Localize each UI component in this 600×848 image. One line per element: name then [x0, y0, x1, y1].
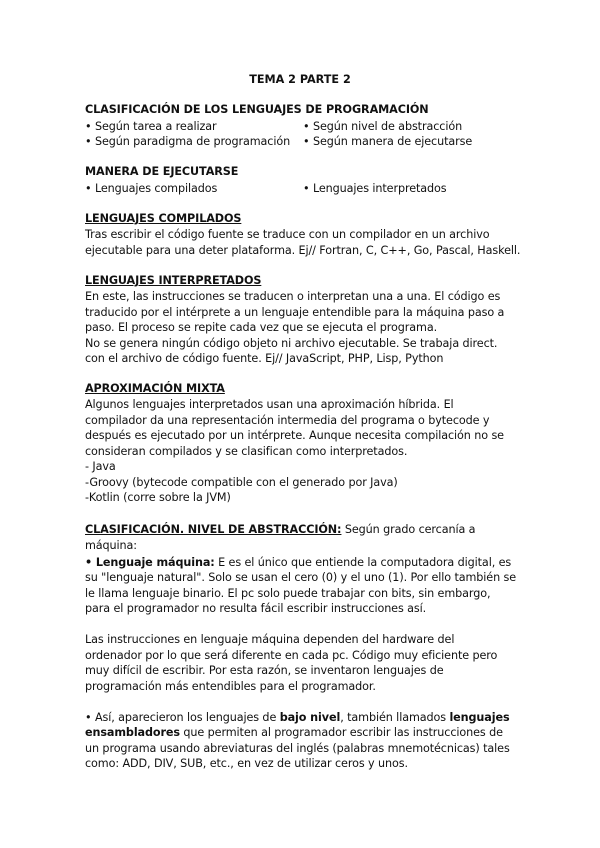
list-item: • Lenguajes compilados [85, 182, 218, 195]
paragraph-line: máquina: [85, 539, 137, 552]
paragraph-line: paso. El proceso se repite cada vez que se ejecuta el programa. [85, 321, 438, 334]
paragraph-line: con el archivo de código fuente. Ej// JavaScript, PHP, Lisp, Python [85, 352, 444, 365]
text-run: , también llamados [340, 711, 450, 724]
list-item: • Según paradigma de programación [85, 135, 291, 148]
paragraph-line: su "lenguaje natural". Solo se usan el cero (0) y el uno (1). Por ello también se [85, 571, 517, 584]
paragraph-line: para el programador no resulta fácil escribir instrucciones así. [85, 602, 427, 615]
section-heading-clasificacion: CLASIFICACIÓN DE LOS LENGUAJES DE PROGRAMACIÓN [85, 103, 429, 116]
lenguaje-maquina-text: E es el único que entiende la computadora digital, es [214, 556, 512, 569]
paragraph-line: No se genera ningún código objeto ni archivo ejecutable. Se trabaja direct. [85, 337, 498, 350]
paragraph-line: Tras escribir el código fuente se traduce con un compilador en un archivo [85, 228, 490, 241]
paragraph-line: Algunos lenguajes interpretados usan una aproximación híbrida. El [85, 398, 454, 411]
section-heading-mixta: APROXIMACIÓN MIXTA [85, 382, 225, 395]
heading-rest: Según grado cercanía a [341, 523, 476, 536]
section-heading-abstraccion: CLASIFICACIÓN. NIVEL DE ABSTRACCIÓN: [85, 523, 342, 536]
text-run: que permiten al programador escribir las instrucciones de [179, 726, 503, 739]
section-heading-interpretados: LENGUAJES INTERPRETADOS [85, 274, 262, 287]
list-item: - Java [85, 460, 116, 473]
paragraph-line: un programa usando abreviaturas del inglés (palabras mnemotécnicas) tales [85, 742, 510, 755]
paragraph-line: programación más entendibles para el programador. [85, 680, 376, 693]
bold-term-ensambladores: ensambladores [85, 726, 180, 739]
paragraph-line [85, 555, 511, 570]
paragraph-line: traducido por el intérprete a un lenguaje entendible para la máquina paso a [85, 306, 505, 319]
paragraph-line: ejecutable para una deter plataforma. Ej// Fortran, C, C++, Go, Pascal, Haskell. [85, 244, 521, 257]
paragraph-line: compilador da una representación intermedia del programa o bytecode y [85, 414, 490, 427]
paragraph-line: En este, las instrucciones se traducen o interpretan una a una. El código es [85, 290, 501, 303]
list-item: -Kotlin (corre sobre la JVM) [85, 491, 231, 504]
paragraph-line: le llama lenguaje binario. El pc solo puede trabajar con bits, sin embargo, [85, 587, 491, 600]
paragraph-line: ordenador por lo que será diferente en cada pc. Código muy eficiente pero [85, 649, 498, 662]
bold-term-lenguajes: lenguajes [449, 711, 510, 724]
paragraph-line: muy difícil de escribir. Por esta razón, se inventaron lenguajes de [85, 664, 444, 677]
section-heading-compilados: LENGUAJES COMPILADOS [85, 212, 242, 225]
list-item: • Según nivel de abstracción [303, 120, 463, 133]
paragraph-line [85, 725, 503, 740]
paragraph-line: consideran compilados y se clasifican como interpretados. [85, 445, 408, 458]
lenguaje-maquina-label: • Lenguaje máquina: [85, 556, 215, 569]
list-item: • Lenguajes interpretados [303, 182, 447, 195]
list-item: • Según tarea a realizar [85, 120, 217, 133]
text-run: • Así, aparecieron los lenguajes de [85, 711, 280, 724]
bold-term-bajo-nivel: bajo nivel [279, 711, 341, 724]
paragraph-line: como: ADD, DIV, SUB, etc., en vez de utilizar ceros y unos. [85, 757, 408, 770]
paragraph-line: después es ejecutado por un intérprete. Aunque necesita compilación no se [85, 429, 504, 442]
list-item: • Según manera de ejecutarse [303, 135, 473, 148]
paragraph-line: Las instrucciones en lenguaje máquina dependen del hardware del [85, 633, 455, 646]
document-title: TEMA 2 PARTE 2 [249, 73, 351, 86]
section-heading-abstraccion-line [85, 522, 475, 537]
list-item: -Groovy (bytecode compatible con el generado por Java) [85, 476, 398, 489]
paragraph-line [85, 710, 510, 725]
section-heading-manera: MANERA DE EJECUTARSE [85, 165, 239, 178]
